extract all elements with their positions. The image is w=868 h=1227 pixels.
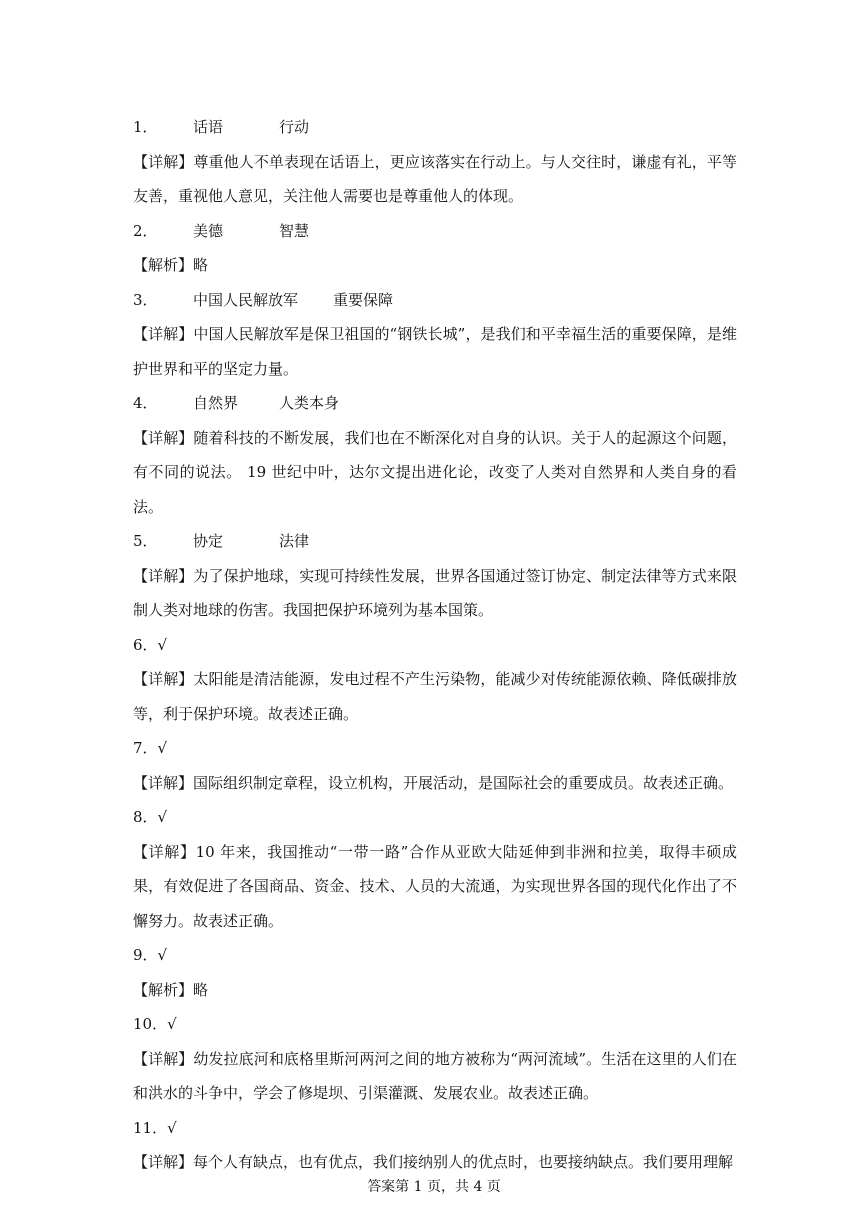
explanation-tag: 【解析】 bbox=[133, 256, 194, 274]
explanation-tag: 【解析】 bbox=[133, 980, 194, 999]
explanation-tag: 【详解】 bbox=[133, 325, 194, 343]
explanation bbox=[133, 766, 737, 801]
question-number: 3． bbox=[133, 290, 158, 309]
explanation-tag: 【详解】 bbox=[133, 428, 194, 447]
answer-blank: 重要保障 bbox=[333, 290, 394, 309]
answer-line bbox=[133, 731, 737, 766]
question-number: 10．√ bbox=[133, 1015, 177, 1033]
explanation-text: 每个人有缺点，也有优点，我们接纳别人的优点时，也要接纳缺点。我们要用理解 bbox=[193, 1153, 734, 1171]
answer-line bbox=[133, 283, 737, 318]
answer-line bbox=[133, 386, 737, 421]
explanation-tag: 【详解】 bbox=[133, 1153, 194, 1171]
explanation bbox=[133, 662, 737, 731]
explanation-tag: 【详解】 bbox=[133, 842, 196, 861]
answer-line bbox=[133, 800, 737, 835]
explanation-text: 尊重他人不单表现在话语上，更应该落实在行动上。与人交往时，谦虚有礼，平等友善，重视他人意见，关注他人需要也是尊重他人的体现。 bbox=[133, 152, 737, 205]
question-number: 11．√ bbox=[133, 1118, 177, 1137]
answer-blank: 智慧 bbox=[279, 221, 310, 240]
answer-line bbox=[133, 214, 737, 249]
answer-list bbox=[133, 110, 737, 1180]
question-number: 8．√ bbox=[133, 808, 168, 826]
answer-blank: 法律 bbox=[279, 532, 310, 550]
explanation bbox=[133, 559, 737, 628]
explanation-tag: 【详解】 bbox=[133, 152, 194, 171]
explanation bbox=[133, 835, 737, 939]
explanation bbox=[133, 145, 737, 214]
explanation bbox=[133, 317, 737, 386]
explanation-tag: 【详解】 bbox=[133, 1049, 194, 1068]
answer-line bbox=[133, 110, 737, 145]
answer-line bbox=[133, 1007, 737, 1042]
question-number: 9．√ bbox=[133, 946, 168, 964]
explanation bbox=[133, 421, 737, 525]
explanation-tag: 【详解】 bbox=[133, 566, 194, 585]
explanation-tag: 【详解】 bbox=[133, 773, 194, 792]
answer-blank: 中国人民解放军 bbox=[193, 290, 299, 309]
answer-line bbox=[133, 1111, 737, 1146]
page-footer: 答案第 1 页，共 4 页 bbox=[367, 1179, 501, 1195]
answer-blank: 人类本身 bbox=[279, 394, 340, 412]
answer-blank: 话语 bbox=[193, 118, 224, 136]
explanation-text: 随着科技的不断发展，我们也在不断深化对自身的认识。关于人的起源这个问题，有不同的说法。 19 世纪中叶，达尔文提出进化论，改变了人类对自然界和人类自身的看法。 bbox=[133, 428, 737, 516]
question-number: 5． bbox=[133, 532, 158, 550]
explanation-text: 为了保护地球，实现可持续性发展，世界各国通过签订协定、制定法律等方式来限制人类对地球的伤害。我国把保护环境列为基本国策。 bbox=[133, 566, 737, 619]
explanation bbox=[133, 1042, 737, 1111]
answer-line bbox=[133, 938, 737, 973]
answer-blank: 自然界 bbox=[193, 394, 239, 412]
answer-line bbox=[133, 524, 737, 559]
explanation-text: 国际组织制定章程，设立机构，开展活动，是国际社会的重要成员。故表述正确。 bbox=[193, 773, 734, 792]
explanation-text: 幼发拉底河和底格里斯河两河之间的地方被称为“两河流域”。生活在这里的人们在和洪水的斗争中，学会了修堤坝、引渠灌溉、发展农业。故表述正确。 bbox=[133, 1049, 737, 1102]
explanation-text: 10 年来，我国推动“一带一路”合作从亚欧大陆延伸到非洲和拉美，取得丰硕成果，有效促进了各国商品、资金、技术、人员的大流通，为实现世界各国的现代化作出了不懈努力。故表述正确。 bbox=[133, 842, 737, 930]
explanation bbox=[133, 973, 737, 1008]
question-number: 6．√ bbox=[133, 635, 168, 654]
explanation bbox=[133, 1145, 737, 1180]
question-number: 4． bbox=[133, 394, 158, 412]
question-number: 1． bbox=[133, 118, 158, 136]
answer-line bbox=[133, 628, 737, 663]
explanation-text: 太阳能是清洁能源，发电过程不产生污染物，能减少对传统能源依赖、降低碳排放等，利于保护环境。故表述正确。 bbox=[133, 670, 737, 723]
answer-blank: 美德 bbox=[193, 221, 224, 240]
explanation-tag: 【详解】 bbox=[133, 670, 194, 688]
explanation-text: 中国人民解放军是保卫祖国的“钢铁长城”，是我们和平幸福生活的重要保障，是维护世界和平的坚定力量。 bbox=[133, 325, 737, 378]
question-number: 2． bbox=[133, 221, 158, 240]
answer-blank: 协定 bbox=[193, 532, 224, 550]
explanation-text: 略 bbox=[193, 980, 209, 999]
question-number: 7．√ bbox=[133, 739, 168, 757]
explanation-text: 略 bbox=[193, 256, 209, 274]
explanation bbox=[133, 248, 737, 283]
answer-blank: 行动 bbox=[279, 118, 310, 136]
